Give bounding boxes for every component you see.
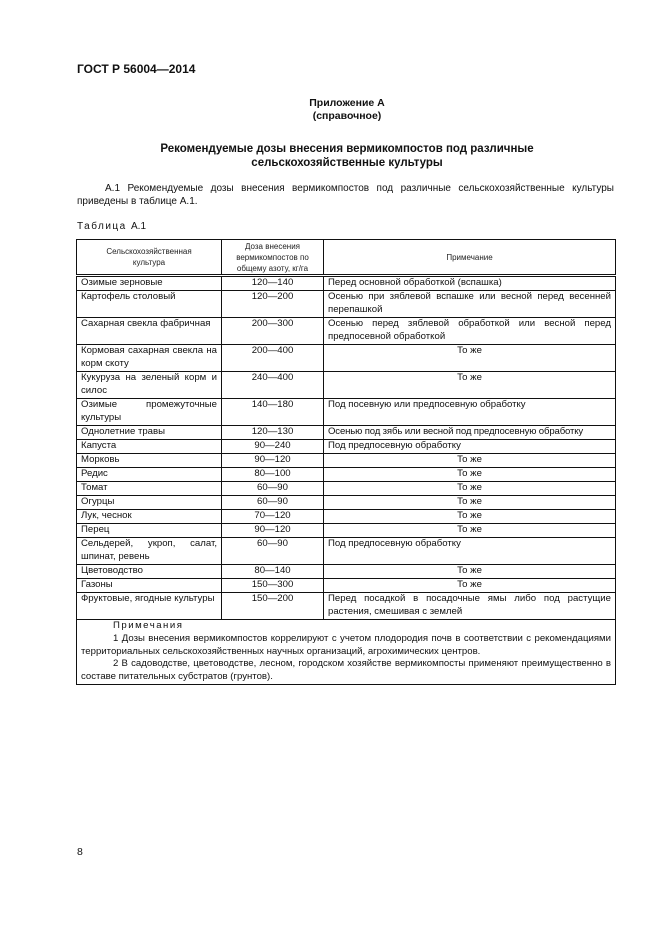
table-row (77, 345, 616, 372)
dose-cell: 70—120 (222, 510, 324, 524)
table-row (77, 454, 616, 468)
note-cell: То же (324, 510, 616, 524)
note-item: 2 В садоводстве, цветоводстве, лесном, городском хозяйстве вермикомпосты применяют преимущественно в составе питательных субстратов (грунтов). (81, 658, 611, 683)
table-row (77, 399, 616, 426)
table-row (77, 291, 616, 318)
table-row (77, 372, 616, 399)
crop-cell: Фруктовые, ягодные культуры (77, 593, 222, 620)
note-cell: Под предпосевную обработку (324, 440, 616, 454)
table-row (77, 565, 616, 579)
note-cell: Под предпосевную обработку (324, 538, 616, 565)
crop-cell: Огурцы (77, 496, 222, 510)
table-row (77, 440, 616, 454)
crop-cell: Лук, чеснок (77, 510, 222, 524)
dose-cell: 200—400 (222, 345, 324, 372)
dose-cell: 120—140 (222, 276, 324, 291)
dose-cell: 90—240 (222, 440, 324, 454)
dose-cell: 90—120 (222, 524, 324, 538)
crop-cell: Однолетние травы (77, 426, 222, 440)
table-row (77, 538, 616, 565)
note-cell: Перед основной обработкой (вспашка) (324, 276, 616, 291)
dose-cell: 150—300 (222, 579, 324, 593)
table-row (77, 318, 616, 345)
section-title-line-2: сельскохозяйственные культуры (251, 157, 443, 169)
annex-heading (0, 97, 661, 123)
table-notes (77, 620, 616, 685)
page-number: 8 (77, 846, 83, 858)
table-row (77, 579, 616, 593)
table-row (77, 510, 616, 524)
note-cell: То же (324, 579, 616, 593)
note-cell: То же (324, 372, 616, 399)
table-row (77, 468, 616, 482)
note-cell: Осенью при зяблевой вспашке или весной перед весенней перепашкой (324, 291, 616, 318)
annex-title: Приложение А (309, 97, 385, 109)
annex-type: (справочное) (312, 110, 382, 122)
crop-cell: Редис (77, 468, 222, 482)
section-title (0, 142, 661, 170)
note-cell: То же (324, 482, 616, 496)
dose-cell: 80—140 (222, 565, 324, 579)
table-row (77, 482, 616, 496)
crop-cell: Озимые промежуточные культуры (77, 399, 222, 426)
table-label-number: А.1 (131, 221, 147, 232)
crop-cell: Цветоводство (77, 565, 222, 579)
table-row (77, 593, 616, 620)
note-item: 1 Дозы внесения вермикомпостов коррелируют с учетом плодородия почв в соответствии с рекомендациями территориальных сельскохозяйственных научных организаций, агрохимических центров. (81, 632, 611, 657)
column-header-crop: Сельскохозяйственная культура (77, 240, 222, 276)
table-label (77, 221, 146, 232)
dose-cell: 120—130 (222, 426, 324, 440)
dose-cell: 60—90 (222, 482, 324, 496)
note-cell: То же (324, 565, 616, 579)
dose-cell: 120—200 (222, 291, 324, 318)
table-row (77, 426, 616, 440)
dose-cell: 140—180 (222, 399, 324, 426)
table-notes-row (77, 620, 616, 685)
crop-cell: Томат (77, 482, 222, 496)
note-cell: Под посевную или предпосевную обработку (324, 399, 616, 426)
crop-cell: Сельдерей, укроп, салат, шпинат, ревень (77, 538, 222, 565)
dose-cell: 80—100 (222, 468, 324, 482)
dose-cell: 90—120 (222, 454, 324, 468)
note-cell: Осенью под зябь или весной под предпосевную обработку (324, 426, 616, 440)
column-header-note: Примечание (324, 240, 616, 276)
crop-cell: Капуста (77, 440, 222, 454)
crop-cell: Морковь (77, 454, 222, 468)
table-row (77, 524, 616, 538)
column-header-dose: Доза внесения вермикомпостов по общему азоту, кг/га (222, 240, 324, 276)
crop-cell: Картофель столовый (77, 291, 222, 318)
table-label-word: Таблица (77, 221, 127, 232)
intro-paragraph: А.1 Рекомендуемые дозы внесения вермикомпостов под различные сельскохозяйственные культуры приведены в таблице А.1. (77, 183, 614, 207)
dose-cell: 60—90 (222, 538, 324, 565)
note-cell: То же (324, 496, 616, 510)
note-cell: То же (324, 468, 616, 482)
table-header-row (77, 240, 616, 276)
crop-cell: Озимые зерновые (77, 276, 222, 291)
dose-cell: 60—90 (222, 496, 324, 510)
dose-cell: 240—400 (222, 372, 324, 399)
note-cell: То же (324, 524, 616, 538)
note-cell: То же (324, 345, 616, 372)
table-row (77, 496, 616, 510)
table-row (77, 276, 616, 291)
crop-cell: Кормовая сахарная свекла на корм скоту (77, 345, 222, 372)
dosage-table (76, 239, 616, 685)
dose-cell: 200—300 (222, 318, 324, 345)
crop-cell: Перец (77, 524, 222, 538)
crop-cell: Газоны (77, 579, 222, 593)
note-cell: Осенью перед зяблевой обработкой или весной перед предпосевной обработкой (324, 318, 616, 345)
crop-cell: Сахарная свекла фабричная (77, 318, 222, 345)
section-title-line-1: Рекомендуемые дозы внесения вермикомпостов под различные (160, 143, 534, 155)
standard-code: ГОСТ Р 56004—2014 (77, 62, 196, 76)
dose-cell: 150—200 (222, 593, 324, 620)
note-cell: Перед посадкой в посадочные ямы либо под растущие растения, смешивая с землей (324, 593, 616, 620)
note-cell: То же (324, 454, 616, 468)
notes-heading: Примечания (113, 620, 184, 631)
crop-cell: Кукуруза на зеленый корм и силос (77, 372, 222, 399)
